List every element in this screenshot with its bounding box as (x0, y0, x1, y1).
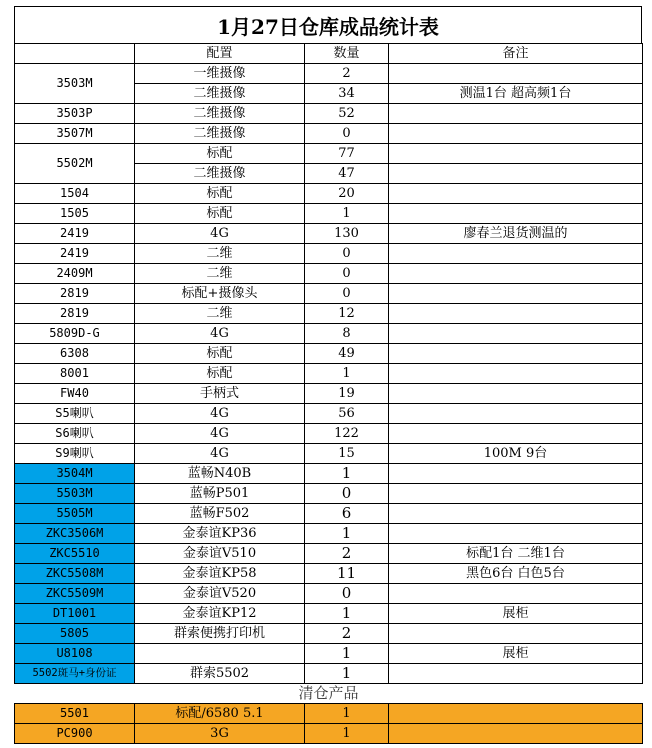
table-row (15, 484, 643, 504)
table-row (15, 564, 643, 584)
table-row (15, 344, 643, 364)
quantity-cell[interactable]: 1 (305, 704, 389, 724)
model-cell[interactable]: ZKC5509M (15, 584, 135, 604)
config-cell[interactable]: 4G (135, 424, 305, 444)
quantity-cell[interactable]: 0 (305, 284, 389, 304)
quantity-cell[interactable]: 0 (305, 484, 389, 504)
model-cell[interactable]: 8001 (15, 364, 135, 384)
clearance-row (15, 704, 643, 724)
table-row (15, 284, 643, 304)
model-cell[interactable]: 5502斑马+身份证 (15, 664, 135, 684)
table-row (15, 444, 643, 464)
note-cell[interactable] (389, 164, 643, 184)
column-header[interactable]: 数量 (305, 44, 389, 64)
config-cell[interactable]: 4G (135, 224, 305, 244)
quantity-cell[interactable]: 15 (305, 444, 389, 464)
config-cell[interactable]: 二维 (135, 244, 305, 264)
quantity-cell[interactable]: 1 (305, 524, 389, 544)
note-cell[interactable] (389, 324, 643, 344)
table-row (15, 544, 643, 564)
table-row (15, 224, 643, 244)
column-header[interactable] (15, 44, 135, 64)
note-cell[interactable] (389, 284, 643, 304)
model-cell[interactable]: 1504 (15, 184, 135, 204)
table-row (15, 504, 643, 524)
model-cell[interactable]: 1505 (15, 204, 135, 224)
table-row (15, 604, 643, 624)
note-cell[interactable] (389, 144, 643, 164)
model-cell[interactable]: S5喇叭 (15, 404, 135, 424)
table-row (15, 124, 643, 144)
model-cell[interactable]: 3503M (15, 64, 135, 104)
config-cell[interactable]: 标配/6580 5.1 (135, 704, 305, 724)
model-cell[interactable]: S9喇叭 (15, 444, 135, 464)
config-cell[interactable]: 群索便携打印机 (135, 624, 305, 644)
model-cell[interactable]: S6喇叭 (15, 424, 135, 444)
quantity-cell[interactable]: 56 (305, 404, 389, 424)
config-cell[interactable]: 蓝畅F502 (135, 504, 305, 524)
note-cell[interactable] (389, 724, 643, 744)
note-cell[interactable] (389, 204, 643, 224)
quantity-cell[interactable]: 122 (305, 424, 389, 444)
table-row (15, 264, 643, 284)
table-row (15, 584, 643, 604)
quantity-cell[interactable]: 2 (305, 544, 389, 564)
table-row (15, 464, 643, 484)
config-cell[interactable]: 二维 (135, 264, 305, 284)
config-cell[interactable] (135, 644, 305, 664)
table-row (15, 304, 643, 324)
quantity-cell[interactable]: 1 (305, 364, 389, 384)
quantity-cell[interactable]: 49 (305, 344, 389, 364)
table-row (15, 424, 643, 444)
note-cell[interactable]: 测温1台 超高频1台 (389, 84, 643, 104)
note-cell[interactable] (389, 664, 643, 684)
table-row (15, 204, 643, 224)
model-cell[interactable]: FW40 (15, 384, 135, 404)
note-cell[interactable] (389, 304, 643, 324)
model-cell[interactable]: 5809D-G (15, 324, 135, 344)
note-cell[interactable] (389, 504, 643, 524)
header-row (15, 44, 643, 64)
quantity-cell[interactable]: 0 (305, 124, 389, 144)
config-cell[interactable]: 手柄式 (135, 384, 305, 404)
note-cell[interactable]: 展柜 (389, 644, 643, 664)
config-cell[interactable]: 4G (135, 444, 305, 464)
note-cell[interactable] (389, 584, 643, 604)
quantity-cell[interactable]: 47 (305, 164, 389, 184)
note-cell[interactable] (389, 264, 643, 284)
note-cell[interactable] (389, 364, 643, 384)
config-cell[interactable]: 二维摄像 (135, 124, 305, 144)
config-cell[interactable]: 3G (135, 724, 305, 744)
column-header[interactable]: 配置 (135, 44, 305, 64)
config-cell[interactable]: 蓝畅N40B (135, 464, 305, 484)
section-label[interactable]: 清仓产品 (15, 684, 643, 704)
quantity-cell[interactable]: 20 (305, 184, 389, 204)
note-cell[interactable] (389, 404, 643, 424)
quantity-cell[interactable]: 34 (305, 84, 389, 104)
config-cell[interactable]: 一维摄像 (135, 64, 305, 84)
model-cell[interactable]: 2409M (15, 264, 135, 284)
config-cell[interactable]: 二维摄像 (135, 84, 305, 104)
model-cell[interactable]: 3504M (15, 464, 135, 484)
model-cell[interactable]: 2819 (15, 284, 135, 304)
config-cell[interactable]: 标配 (135, 184, 305, 204)
config-cell[interactable]: 二维 (135, 304, 305, 324)
config-cell[interactable]: 金泰谊V510 (135, 544, 305, 564)
note-cell[interactable]: 100M 9台 (389, 444, 643, 464)
model-cell[interactable]: 6308 (15, 344, 135, 364)
note-cell[interactable] (389, 184, 643, 204)
note-cell[interactable] (389, 344, 643, 364)
quantity-cell[interactable]: 1 (305, 604, 389, 624)
quantity-cell[interactable]: 2 (305, 624, 389, 644)
note-cell[interactable] (389, 424, 643, 444)
clearance-row (15, 724, 643, 744)
table-row (15, 184, 643, 204)
table-row (15, 244, 643, 264)
note-cell[interactable] (389, 524, 643, 544)
config-cell[interactable]: 标配 (135, 144, 305, 164)
table-row (15, 664, 643, 684)
inventory-table (14, 43, 643, 744)
quantity-cell[interactable]: 1 (305, 724, 389, 744)
note-cell[interactable] (389, 104, 643, 124)
table-row (15, 104, 643, 124)
quantity-cell[interactable]: 52 (305, 104, 389, 124)
config-cell[interactable]: 群索5502 (135, 664, 305, 684)
note-cell[interactable] (389, 64, 643, 84)
config-cell[interactable]: 标配 (135, 364, 305, 384)
note-cell[interactable] (389, 464, 643, 484)
quantity-cell[interactable]: 12 (305, 304, 389, 324)
model-cell[interactable]: ZKC5510 (15, 544, 135, 564)
note-cell[interactable]: 展柜 (389, 604, 643, 624)
quantity-cell[interactable]: 1 (305, 664, 389, 684)
quantity-cell[interactable]: 1 (305, 204, 389, 224)
model-cell[interactable]: 2419 (15, 224, 135, 244)
model-cell[interactable]: ZKC3506M (15, 524, 135, 544)
model-cell[interactable]: U8108 (15, 644, 135, 664)
model-cell[interactable]: 5502M (15, 144, 135, 184)
quantity-cell[interactable]: 0 (305, 264, 389, 284)
note-cell[interactable]: 黑色6台 白色5台 (389, 564, 643, 584)
model-cell[interactable]: 2419 (15, 244, 135, 264)
note-cell[interactable] (389, 624, 643, 644)
config-cell[interactable]: 标配+摄像头 (135, 284, 305, 304)
quantity-cell[interactable]: 1 (305, 464, 389, 484)
quantity-cell[interactable]: 8 (305, 324, 389, 344)
config-cell[interactable]: 4G (135, 404, 305, 424)
config-cell[interactable]: 蓝畅P501 (135, 484, 305, 504)
config-cell[interactable]: 标配 (135, 204, 305, 224)
quantity-cell[interactable]: 2 (305, 64, 389, 84)
table-row (15, 524, 643, 544)
note-cell[interactable] (389, 384, 643, 404)
config-cell[interactable]: 二维摄像 (135, 164, 305, 184)
model-cell[interactable]: 5501 (15, 704, 135, 724)
config-cell[interactable]: 标配 (135, 344, 305, 364)
quantity-cell[interactable]: 19 (305, 384, 389, 404)
model-cell[interactable]: 2819 (15, 304, 135, 324)
model-cell[interactable]: 5805 (15, 624, 135, 644)
quantity-cell[interactable]: 130 (305, 224, 389, 244)
config-cell[interactable]: 4G (135, 324, 305, 344)
spreadsheet (14, 6, 642, 744)
table-row (15, 644, 643, 664)
config-cell[interactable]: 金泰谊KP58 (135, 564, 305, 584)
model-cell[interactable]: DT1001 (15, 604, 135, 624)
model-cell[interactable]: ZKC5508M (15, 564, 135, 584)
table-row (15, 384, 643, 404)
note-cell[interactable] (389, 244, 643, 264)
quantity-cell[interactable]: 11 (305, 564, 389, 584)
column-header[interactable]: 备注 (389, 44, 643, 64)
sheet-title: 1月27日仓库成品统计表 (14, 6, 642, 44)
quantity-cell[interactable]: 0 (305, 244, 389, 264)
table-row (15, 404, 643, 424)
note-cell[interactable]: 标配1台 二维1台 (389, 544, 643, 564)
table-row (15, 364, 643, 384)
note-cell[interactable]: 廖春兰退货测温的 (389, 224, 643, 244)
config-cell[interactable]: 金泰谊KP12 (135, 604, 305, 624)
quantity-cell[interactable]: 6 (305, 504, 389, 524)
config-cell[interactable]: 金泰谊KP36 (135, 524, 305, 544)
config-cell[interactable]: 二维摄像 (135, 104, 305, 124)
model-cell[interactable]: 3507M (15, 124, 135, 144)
table-row (15, 624, 643, 644)
config-cell[interactable]: 金泰谊V520 (135, 584, 305, 604)
model-cell[interactable]: 5503M (15, 484, 135, 504)
table-row (15, 64, 643, 84)
table-row (15, 324, 643, 344)
table-row (15, 144, 643, 164)
quantity-cell[interactable]: 77 (305, 144, 389, 164)
quantity-cell[interactable]: 1 (305, 644, 389, 664)
model-cell[interactable]: 3503P (15, 104, 135, 124)
note-cell[interactable] (389, 124, 643, 144)
note-cell[interactable] (389, 484, 643, 504)
quantity-cell[interactable]: 0 (305, 584, 389, 604)
note-cell[interactable] (389, 704, 643, 724)
model-cell[interactable]: PC900 (15, 724, 135, 744)
section-row (15, 684, 643, 704)
model-cell[interactable]: 5505M (15, 504, 135, 524)
